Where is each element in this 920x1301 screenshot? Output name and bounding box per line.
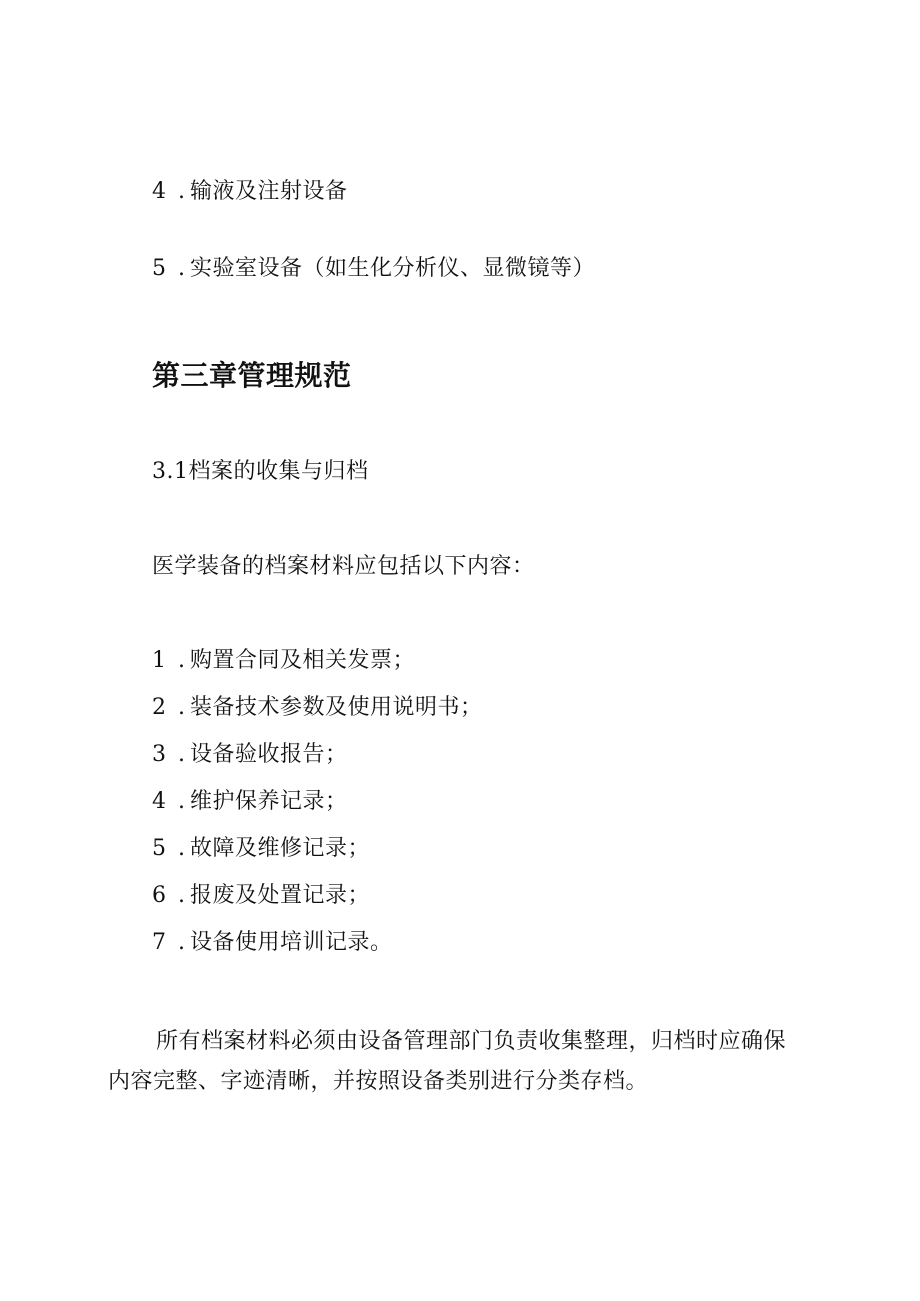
intro-text: 医学装备的档案材料应包括以下内容： (152, 554, 535, 579)
list-item: 1 . 购置合同及相关发票； (152, 646, 415, 676)
list-number: 4 (152, 179, 167, 204)
list-text: 报废及处置记录； (190, 883, 371, 908)
list-text: 实验室设备（如生化分析仪、显微镜等） (190, 256, 596, 281)
section-title: 3.1档案的收集与归档 (152, 459, 369, 484)
list-text: 设备验收报告； (190, 742, 348, 767)
list-item: 5 . 实验室设备（如生化分析仪、显微镜等） (152, 254, 595, 284)
list-number: 5 (152, 836, 167, 861)
list-item: 2 . 装备技术参数及使用说明书； (152, 693, 483, 723)
list-text: 设备使用培训记录。 (190, 930, 393, 955)
list-item: 4 . 输液及注射设备 (152, 177, 348, 207)
list-item: 4 . 维护保养记录； (152, 787, 348, 817)
list-number: 2 (152, 695, 167, 720)
list-item: 7 . 设备使用培训记录。 (152, 928, 393, 958)
list-text: 购置合同及相关发票； (190, 648, 416, 673)
list-number: 1 (152, 648, 167, 673)
list-number: 3 (152, 742, 167, 767)
list-text: 维护保养记录； (190, 789, 348, 814)
list-number: 4 (152, 789, 167, 814)
chapter-title: 第三章管理规范 (152, 359, 352, 392)
list-text: 故障及维修记录； (190, 836, 371, 861)
list-number: 5 (152, 256, 167, 281)
list-item: 3 . 设备验收报告； (152, 740, 348, 770)
list-number: 6 (152, 883, 167, 908)
list-number: 7 (152, 930, 167, 955)
list-text: 输液及注射设备 (190, 179, 348, 204)
list-text: 装备技术参数及使用说明书； (190, 695, 483, 720)
list-item: 5 . 故障及维修记录； (152, 834, 370, 864)
list-item: 6 . 报废及处置记录； (152, 881, 370, 911)
closing-paragraph: 所有档案材料必须由设备管理部门负责收集整理，归档时应确保内容完整、字迹清晰，并按照设备类别进行分类存档。 (108, 1029, 787, 1094)
